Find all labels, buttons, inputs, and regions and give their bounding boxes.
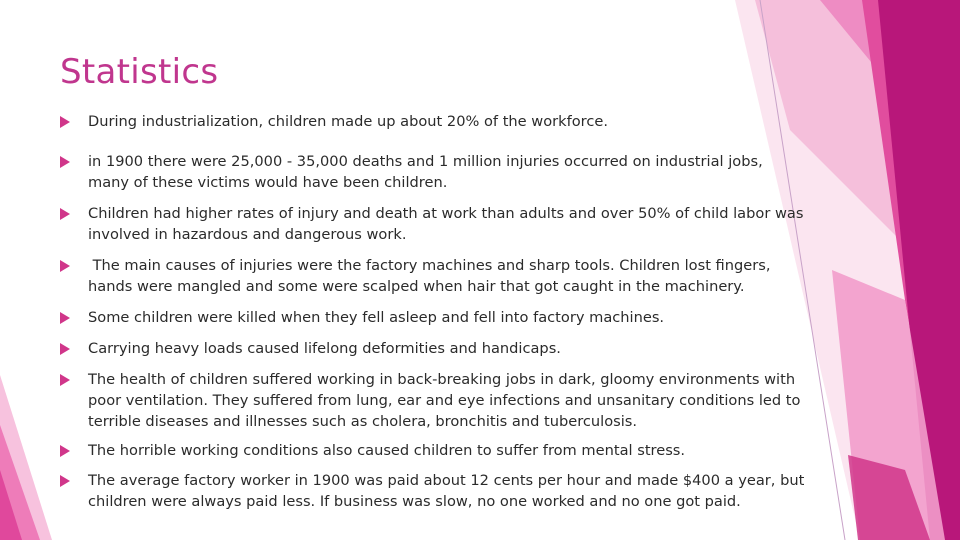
bullet-text: Carrying heavy loads caused lifelong deformities and handicaps. <box>88 340 561 357</box>
bullet-deaths-injuries <box>60 151 805 193</box>
bullet-injury-rates <box>60 203 805 245</box>
bullet-text: The horrible working conditions also caused children to suffer from mental stress. <box>88 442 686 459</box>
bullet-text: in 1900 there were 25,000 - 35,000 deaths and 1 million injuries occurred on industrial jobs, many of these victims would have been children. <box>88 153 763 191</box>
bullet-arrow-icon <box>60 208 70 220</box>
bullet-text: The average factory worker in 1900 was paid about 12 cents per hour and made $400 a year, but children were always paid less. If business was slow, no one worked and no one got paid. <box>88 472 805 510</box>
slide-title: Statistics <box>60 52 219 92</box>
bullet-arrow-icon <box>60 312 70 324</box>
bullet-arrow-icon <box>60 374 70 386</box>
bullet-injury-causes <box>60 255 805 297</box>
bullet-arrow-icon <box>60 260 70 272</box>
bullet-text: During industrialization, children made up about 20% of the workforce. <box>88 113 608 130</box>
bullet-arrow-icon <box>60 343 70 355</box>
bullet-wages <box>60 470 805 512</box>
bullet-health <box>60 369 805 432</box>
bullet-heavy-loads <box>60 338 805 359</box>
bullet-fell-asleep <box>60 307 805 328</box>
bullet-mental-stress <box>60 440 805 461</box>
bullet-text: Children had higher rates of injury and death at work than adults and over 50% of child labor was involved in hazardous and dangerous work. <box>88 205 804 243</box>
bullet-workforce-share <box>60 111 805 132</box>
bullet-list <box>60 111 805 512</box>
bullet-arrow-icon <box>60 445 70 457</box>
bullet-arrow-icon <box>60 156 70 168</box>
bullet-arrow-icon <box>60 475 70 487</box>
bullet-text: Some children were killed when they fell asleep and fell into factory machines. <box>88 309 665 326</box>
bullet-text: The health of children suffered working in back-breaking jobs in dark, gloomy environments with poor ventilation. They suffered from lung, ear and eye infections and unsanitary conditions led to terrible diseases and illnesses such as cholera, bronchitis and tuberculosis. <box>88 371 801 430</box>
bullet-text: The main causes of injuries were the factory machines and sharp tools. Children lost fingers, hands were mangled and some were scalped when hair that got caught in the machinery. <box>88 257 776 295</box>
bullet-arrow-icon <box>60 116 70 128</box>
